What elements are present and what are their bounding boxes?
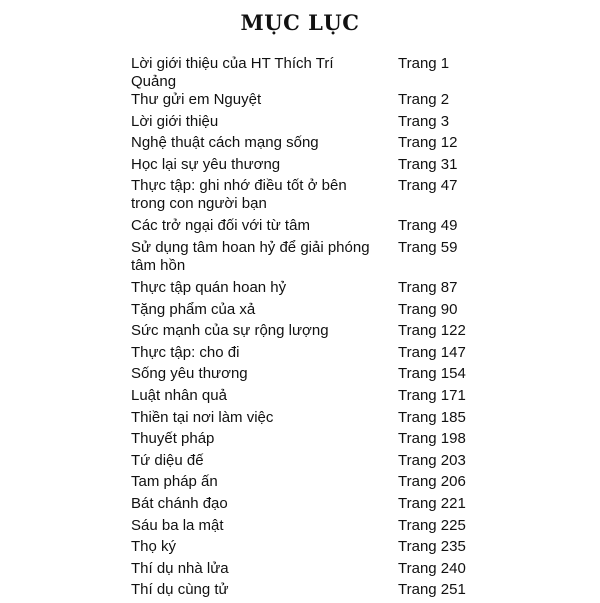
entry-title: Thiền tại nơi làm việc	[131, 408, 274, 426]
entry-title: Tam pháp ấn	[131, 473, 218, 491]
entry-page-number: Trang 1	[398, 55, 450, 72]
toc-entry	[0, 239, 600, 279]
toc-entry	[0, 452, 600, 474]
entry-page-number: Trang 185	[398, 408, 466, 426]
entry-page-number: Trang 147	[398, 343, 466, 361]
entry-page-number: Trang 2	[398, 91, 450, 108]
toc-entry	[0, 113, 600, 135]
toc-entry	[0, 430, 600, 452]
entry-title: Thọ ký	[131, 538, 177, 556]
toc-entry	[0, 473, 600, 495]
toc-entry	[0, 538, 600, 560]
entry-title: Sáu ba la mật	[131, 516, 224, 534]
toc-entry	[0, 365, 600, 387]
toc-entry	[0, 156, 600, 178]
entry-title: Thí dụ cùng tử	[131, 581, 229, 599]
toc-entry	[0, 517, 600, 539]
entry-page-number: Trang 221	[398, 494, 466, 512]
entry-title: Học lại sự yêu thương	[131, 155, 281, 173]
entry-title: Tặng phẩm của xả	[131, 300, 256, 318]
toc-entry	[0, 387, 600, 409]
entry-title: Thực tập: cho đi	[131, 343, 240, 361]
toc-entry	[0, 217, 600, 239]
toc-entry	[0, 409, 600, 431]
entry-title: Lời giới thiệu của HT Thích Trí Quảng	[131, 55, 334, 90]
entry-page-number: Trang 251	[398, 581, 466, 599]
entry-page-number: Trang 154	[398, 365, 466, 383]
entry-page-number: Trang 225	[398, 516, 466, 534]
entry-title: Bát chánh đạo	[131, 494, 228, 512]
toc-entry	[0, 560, 600, 582]
entry-title: Thư gửi em Nguyệt	[131, 91, 262, 108]
toc-entry	[0, 301, 600, 323]
toc-entry	[0, 344, 600, 366]
entry-page-number: Trang 59	[398, 238, 458, 256]
entry-page-number: Trang 240	[398, 559, 466, 577]
entry-title: Thuyết pháp	[131, 430, 215, 448]
page-title: MỤC LỤC	[240, 10, 360, 35]
entry-title: Sức mạnh của sự rộng lượng	[131, 322, 329, 340]
entry-page-number: Trang 31	[398, 155, 458, 173]
entry-title: Luật nhân quả	[131, 386, 227, 404]
entry-title: Tứ diệu đế	[131, 451, 204, 469]
entry-page-number: Trang 171	[398, 386, 466, 404]
entry-page-number: Trang 235	[398, 538, 466, 556]
toc-entry	[0, 279, 600, 301]
entry-title: Lời giới thiệu	[131, 112, 219, 130]
entry-title: Thực tập quán hoan hỷ	[131, 278, 287, 296]
toc-entry	[0, 91, 600, 113]
toc-entry	[0, 55, 600, 91]
entry-title: Các trở ngại đối với từ tâm	[131, 217, 310, 235]
entry-page-number: Trang 47	[398, 177, 458, 195]
toc-entry	[0, 134, 600, 156]
entry-page-number: Trang 122	[398, 322, 466, 340]
entry-page-number: Trang 198	[398, 430, 466, 448]
entry-page-number: Trang 203	[398, 451, 466, 469]
toc-list	[0, 55, 600, 603]
entry-title: Nghệ thuật cách mạng sống	[131, 134, 319, 152]
entry-title: Thí dụ nhà lửa	[131, 559, 229, 577]
toc-entry	[0, 322, 600, 344]
toc-entry	[0, 177, 600, 217]
entry-title: Sử dụng tâm hoan hỷ để giải phóng tâm hồn	[131, 238, 370, 274]
entry-page-number: Trang 12	[398, 134, 458, 152]
entry-page-number: Trang 3	[398, 112, 450, 130]
entry-title: Sống yêu thương	[131, 365, 248, 383]
entry-page-number: Trang 206	[398, 473, 466, 491]
entry-title: Thực tập: ghi nhớ điều tốt ở bên trong con người bạn	[131, 177, 347, 213]
entry-page-number: Trang 49	[398, 217, 458, 235]
toc-entry	[0, 495, 600, 517]
entry-page-number: Trang 90	[398, 300, 458, 318]
entry-page-number: Trang 87	[398, 278, 458, 296]
